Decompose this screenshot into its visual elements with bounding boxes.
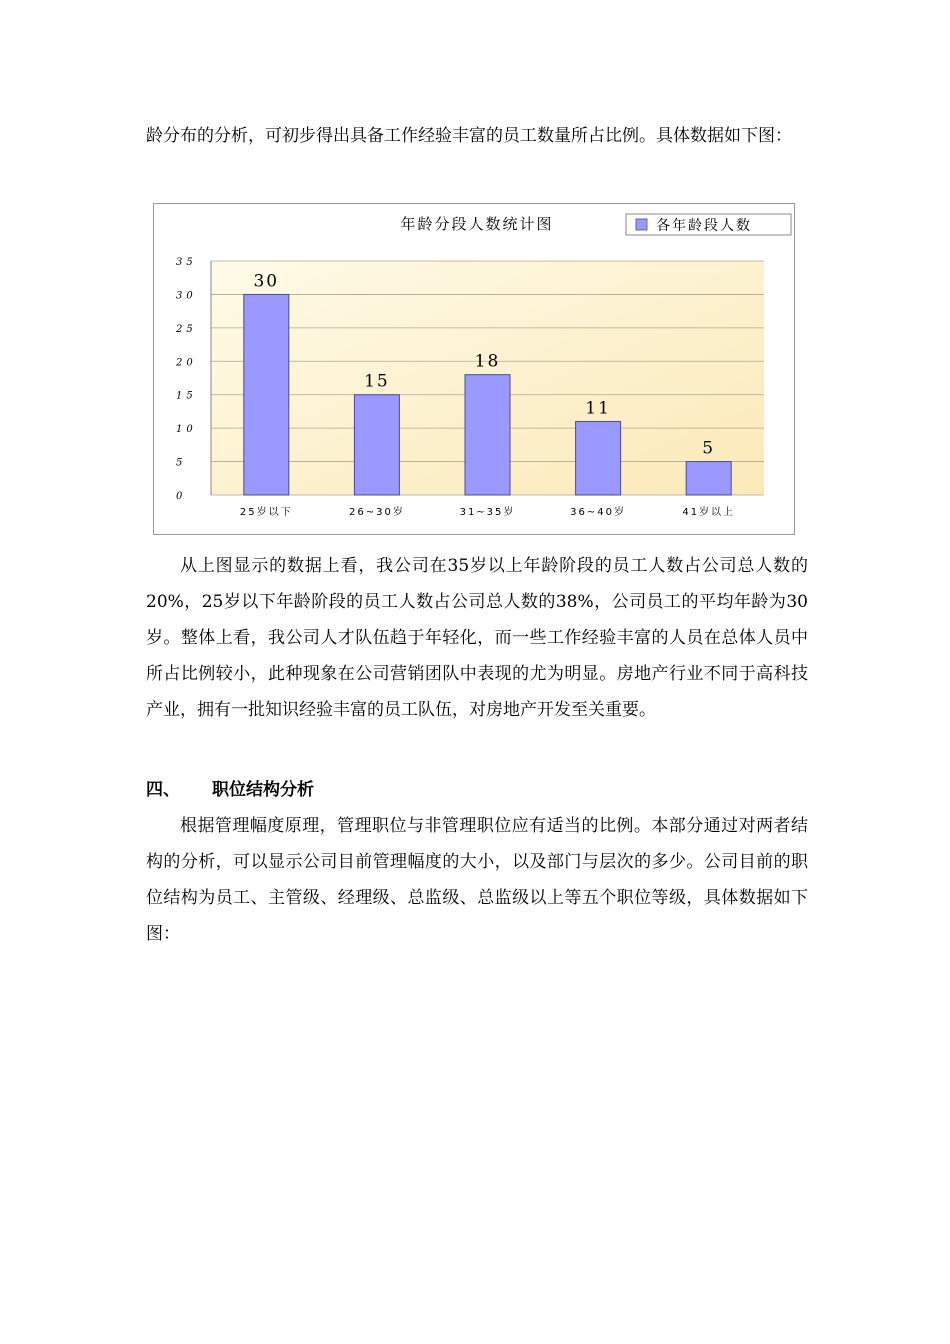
- bar: [244, 294, 289, 495]
- section-title: 职位结构分析: [212, 780, 314, 800]
- x-tick-label: 31~35岁: [459, 507, 516, 518]
- bar: [686, 462, 731, 495]
- data-label: 18: [474, 351, 501, 372]
- legend-label: 各年龄段人数: [656, 218, 752, 234]
- x-tick-label: 25岁以下: [239, 507, 293, 518]
- chart-legend: [626, 214, 791, 235]
- chart-canvas: [154, 204, 794, 534]
- y-axis-ticks: [175, 257, 197, 502]
- position-structure-paragraph: 根据管理幅度原理，管理职位与非管理职位应有适当的比例。本部分通过对两者结构的分析，可以显示公司目前管理幅度的大小，以及部门与层次的多少。公司目前的职位结构为员工、主管级、经理级、总监级、总监级以上等五个职位等级，具体数据如下图：: [146, 816, 808, 944]
- y-tick-label: 5: [176, 457, 187, 469]
- y-tick-label: 20: [176, 357, 197, 369]
- section-number: 四、: [146, 780, 180, 800]
- intro-paragraph: 龄分布的分析，可初步得出具备工作经验丰富的员工数量所占比例。具体数据如下图：: [146, 126, 792, 146]
- x-tick-label: 41岁以上: [682, 507, 736, 518]
- x-tick-label: 36~40岁: [570, 507, 627, 518]
- data-label: 5: [702, 438, 716, 459]
- data-label: 11: [585, 398, 611, 419]
- bar: [465, 375, 510, 495]
- x-axis-ticks: [240, 505, 735, 518]
- y-tick-label: 30: [176, 290, 197, 302]
- data-label: 15: [364, 371, 390, 392]
- x-tick-label: 26~30岁: [348, 507, 405, 518]
- y-tick-label: 10: [176, 424, 197, 436]
- y-tick-label: 0: [176, 491, 187, 502]
- y-tick-label: 15: [176, 390, 197, 402]
- age-distribution-chart: [153, 203, 795, 535]
- bar: [354, 395, 399, 495]
- legend-swatch: [636, 219, 647, 230]
- data-label: 30: [253, 271, 280, 292]
- chart-title: 年龄分段人数统计图: [400, 215, 554, 233]
- analysis-paragraph: 从上图显示的数据上看，我公司在35岁以上年龄阶段的员工人数占公司总人数的20%，25岁以下年龄阶段的员工人数占公司总人数的38%，公司员工的平均年龄为30岁。整体上看，我公司人才队伍趋于年轻化，而一些工作经验丰富的人员在总体人员中所占比例较小，此种现象在公司营销团队中表现的尤为明显。房地产行业不同于高科技产业，拥有一批知识经验丰富的员工队伍，对房地产开发至关重要。: [146, 556, 808, 720]
- y-tick-label: 35: [176, 257, 197, 268]
- y-tick-label: 25: [176, 323, 197, 335]
- bar: [576, 421, 621, 495]
- section-heading: [146, 772, 314, 808]
